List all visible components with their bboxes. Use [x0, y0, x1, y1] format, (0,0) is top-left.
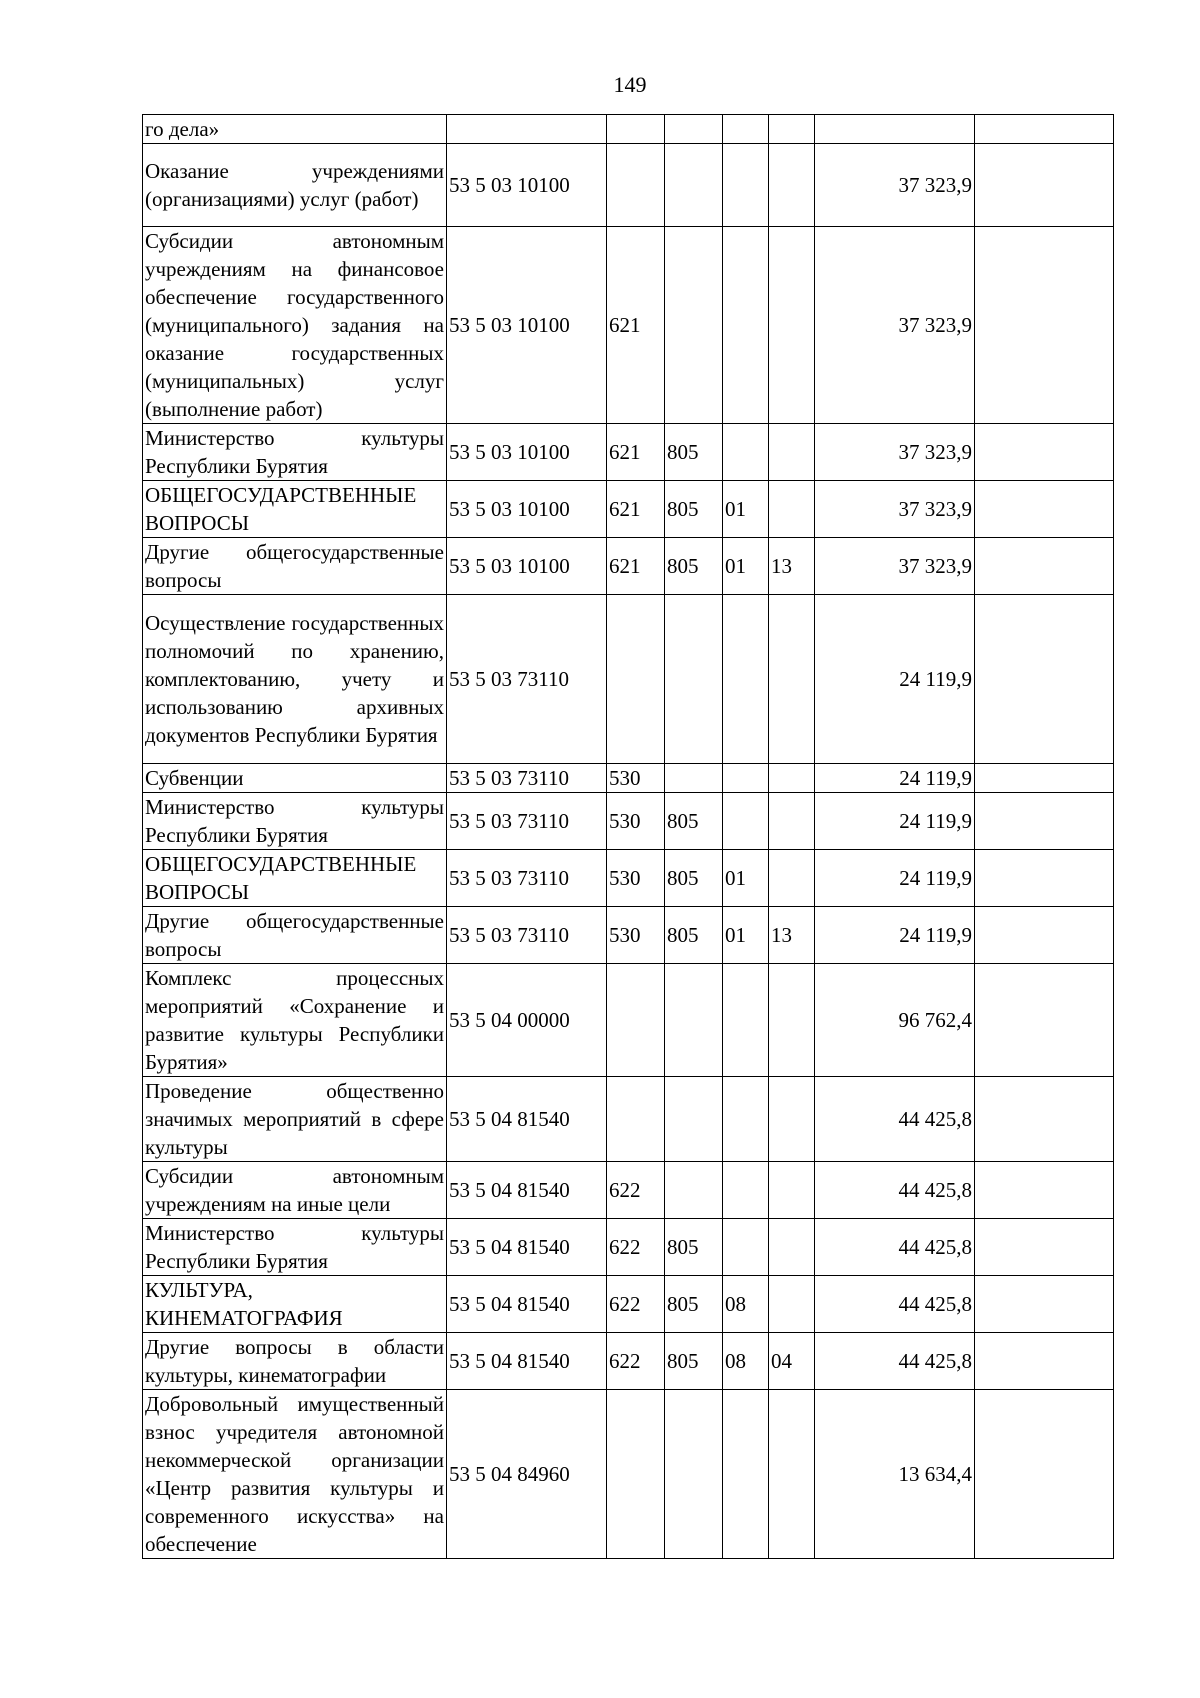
row-section: 01	[723, 907, 769, 964]
row-ministry-code	[665, 1390, 723, 1559]
table-row	[143, 1333, 1114, 1390]
row-section	[723, 764, 769, 793]
row-extra	[975, 964, 1114, 1077]
row-section	[723, 424, 769, 481]
row-target-code: 53 5 04 84960	[447, 1390, 607, 1559]
row-name: Министерство культуры Республики Бурятия	[143, 424, 447, 481]
row-subsection: 13	[769, 907, 815, 964]
row-ministry-code: 805	[665, 538, 723, 595]
row-ministry-code: 805	[665, 424, 723, 481]
row-amount: 24 119,9	[815, 907, 975, 964]
row-target-code: 53 5 03 73110	[447, 595, 607, 764]
row-name: ОБЩЕГОСУДАРСТВЕННЫЕ ВОПРОСЫ	[143, 850, 447, 907]
row-ministry-code: 805	[665, 1333, 723, 1390]
row-name: Другие вопросы в области культуры, кинематографии	[143, 1333, 447, 1390]
row-extra	[975, 764, 1114, 793]
row-amount: 37 323,9	[815, 227, 975, 424]
row-amount: 44 425,8	[815, 1276, 975, 1333]
row-expense-type: 622	[607, 1333, 665, 1390]
row-subsection	[769, 481, 815, 538]
row-extra	[975, 1219, 1114, 1276]
row-extra	[975, 424, 1114, 481]
row-section	[723, 227, 769, 424]
row-extra	[975, 115, 1114, 144]
row-section	[723, 1219, 769, 1276]
row-extra	[975, 538, 1114, 595]
row-target-code: 53 5 03 10100	[447, 481, 607, 538]
table-row	[143, 964, 1114, 1077]
row-expense-type	[607, 1390, 665, 1559]
row-extra	[975, 1162, 1114, 1219]
row-name: ОБЩЕГОСУДАРСТВЕННЫЕ ВОПРОСЫ	[143, 481, 447, 538]
table-row	[143, 227, 1114, 424]
row-target-code: 53 5 04 00000	[447, 964, 607, 1077]
row-subsection	[769, 1162, 815, 1219]
row-name: Министерство культуры Республики Бурятия	[143, 1219, 447, 1276]
row-ministry-code	[665, 227, 723, 424]
row-expense-type	[607, 595, 665, 764]
row-amount: 37 323,9	[815, 424, 975, 481]
row-ministry-code: 805	[665, 1276, 723, 1333]
row-ministry-code: 805	[665, 1219, 723, 1276]
row-name: го дела»	[143, 115, 447, 144]
row-expense-type: 621	[607, 424, 665, 481]
row-name: Другие общегосударственные вопросы	[143, 907, 447, 964]
row-amount	[815, 115, 975, 144]
row-subsection	[769, 424, 815, 481]
row-section	[723, 115, 769, 144]
row-extra	[975, 1276, 1114, 1333]
row-expense-type: 621	[607, 481, 665, 538]
row-ministry-code	[665, 964, 723, 1077]
page-number: 149	[613, 72, 647, 97]
row-target-code: 53 5 03 10100	[447, 227, 607, 424]
row-extra	[975, 227, 1114, 424]
row-subsection	[769, 764, 815, 793]
row-section	[723, 1077, 769, 1162]
row-section	[723, 1390, 769, 1559]
row-name: Добровольный имущественный взнос учредителя автономной некоммерческой организации «Центр развития культуры и современного искусства» на обеспечение	[143, 1390, 447, 1559]
row-expense-type: 622	[607, 1162, 665, 1219]
row-ministry-code	[665, 764, 723, 793]
row-subsection	[769, 144, 815, 227]
row-amount: 44 425,8	[815, 1162, 975, 1219]
row-section	[723, 793, 769, 850]
row-target-code: 53 5 03 73110	[447, 764, 607, 793]
row-amount: 96 762,4	[815, 964, 975, 1077]
row-extra	[975, 1077, 1114, 1162]
row-expense-type	[607, 964, 665, 1077]
row-extra	[975, 1390, 1114, 1559]
row-subsection	[769, 850, 815, 907]
row-subsection	[769, 793, 815, 850]
row-expense-type: 621	[607, 538, 665, 595]
table-row	[143, 1162, 1114, 1219]
row-name: Субсидии автономным учреждениям на иные цели	[143, 1162, 447, 1219]
row-target-code: 53 5 03 73110	[447, 850, 607, 907]
row-name: Оказание учреждениями (организациями) услуг (работ)	[143, 144, 447, 227]
row-expense-type: 530	[607, 907, 665, 964]
budget-table	[142, 114, 1114, 1559]
row-subsection	[769, 1390, 815, 1559]
table-row	[143, 764, 1114, 793]
table-row	[143, 481, 1114, 538]
row-target-code: 53 5 04 81540	[447, 1077, 607, 1162]
row-extra	[975, 481, 1114, 538]
row-subsection	[769, 1276, 815, 1333]
row-subsection	[769, 964, 815, 1077]
row-section	[723, 144, 769, 227]
row-ministry-code: 805	[665, 481, 723, 538]
row-name: Субвенции	[143, 764, 447, 793]
row-expense-type	[607, 115, 665, 144]
table-row	[143, 538, 1114, 595]
row-section: 08	[723, 1333, 769, 1390]
row-expense-type	[607, 144, 665, 227]
row-subsection	[769, 227, 815, 424]
row-name: Субсидии автономным учреждениям на финансовое обеспечение государственного (муниципального) задания на оказание государственных (муниципальных) услуг (выполнение работ)	[143, 227, 447, 424]
row-name: Министерство культуры Республики Бурятия	[143, 793, 447, 850]
row-target-code: 53 5 03 10100	[447, 144, 607, 227]
row-subsection: 04	[769, 1333, 815, 1390]
row-section: 01	[723, 538, 769, 595]
row-target-code: 53 5 03 73110	[447, 907, 607, 964]
row-expense-type: 530	[607, 764, 665, 793]
row-extra	[975, 595, 1114, 764]
row-target-code: 53 5 03 10100	[447, 538, 607, 595]
row-subsection: 13	[769, 538, 815, 595]
row-target-code: 53 5 04 81540	[447, 1276, 607, 1333]
table-row	[143, 595, 1114, 764]
table-row	[143, 424, 1114, 481]
row-amount: 37 323,9	[815, 538, 975, 595]
row-amount: 24 119,9	[815, 850, 975, 907]
table-row	[143, 1276, 1114, 1333]
table-row	[143, 907, 1114, 964]
row-section	[723, 964, 769, 1077]
row-ministry-code: 805	[665, 850, 723, 907]
table-row	[143, 1390, 1114, 1559]
row-name: КУЛЬТУРА, КИНЕМАТОГРАФИЯ	[143, 1276, 447, 1333]
row-name: Комплекс процессных мероприятий «Сохранение и развитие культуры Республики Бурятия»	[143, 964, 447, 1077]
row-target-code: 53 5 04 81540	[447, 1219, 607, 1276]
row-target-code: 53 5 04 81540	[447, 1333, 607, 1390]
row-subsection	[769, 1077, 815, 1162]
row-amount: 24 119,9	[815, 793, 975, 850]
row-name: Осуществление государственных полномочий по хранению, комплектованию, учету и использованию архивных документов Республики Бурятия	[143, 595, 447, 764]
row-ministry-code	[665, 115, 723, 144]
budget-table-body	[143, 115, 1114, 1559]
row-section	[723, 1162, 769, 1219]
table-row	[143, 793, 1114, 850]
row-amount: 24 119,9	[815, 595, 975, 764]
row-expense-type: 621	[607, 227, 665, 424]
table-row	[143, 850, 1114, 907]
row-amount: 44 425,8	[815, 1333, 975, 1390]
row-section: 08	[723, 1276, 769, 1333]
row-amount: 44 425,8	[815, 1077, 975, 1162]
row-expense-type: 622	[607, 1219, 665, 1276]
row-ministry-code: 805	[665, 907, 723, 964]
row-extra	[975, 1333, 1114, 1390]
table-row	[143, 1077, 1114, 1162]
row-ministry-code: 805	[665, 793, 723, 850]
row-amount: 13 634,4	[815, 1390, 975, 1559]
row-target-code: 53 5 03 10100	[447, 424, 607, 481]
row-extra	[975, 907, 1114, 964]
row-extra	[975, 793, 1114, 850]
row-expense-type: 530	[607, 850, 665, 907]
table-row	[143, 115, 1114, 144]
row-name: Другие общегосударственные вопросы	[143, 538, 447, 595]
row-extra	[975, 144, 1114, 227]
row-amount: 37 323,9	[815, 481, 975, 538]
table-row	[143, 1219, 1114, 1276]
row-ministry-code	[665, 144, 723, 227]
row-expense-type	[607, 1077, 665, 1162]
row-amount: 44 425,8	[815, 1219, 975, 1276]
row-amount: 37 323,9	[815, 144, 975, 227]
row-amount: 24 119,9	[815, 764, 975, 793]
table-row	[143, 144, 1114, 227]
row-ministry-code	[665, 1077, 723, 1162]
row-ministry-code	[665, 1162, 723, 1219]
row-extra	[975, 850, 1114, 907]
row-section	[723, 595, 769, 764]
row-target-code: 53 5 04 81540	[447, 1162, 607, 1219]
row-subsection	[769, 595, 815, 764]
row-ministry-code	[665, 595, 723, 764]
row-name: Проведение общественно значимых мероприятий в сфере культуры	[143, 1077, 447, 1162]
row-expense-type: 530	[607, 793, 665, 850]
row-target-code	[447, 115, 607, 144]
row-section: 01	[723, 850, 769, 907]
row-subsection	[769, 115, 815, 144]
row-subsection	[769, 1219, 815, 1276]
row-expense-type: 622	[607, 1276, 665, 1333]
row-section: 01	[723, 481, 769, 538]
row-target-code: 53 5 03 73110	[447, 793, 607, 850]
